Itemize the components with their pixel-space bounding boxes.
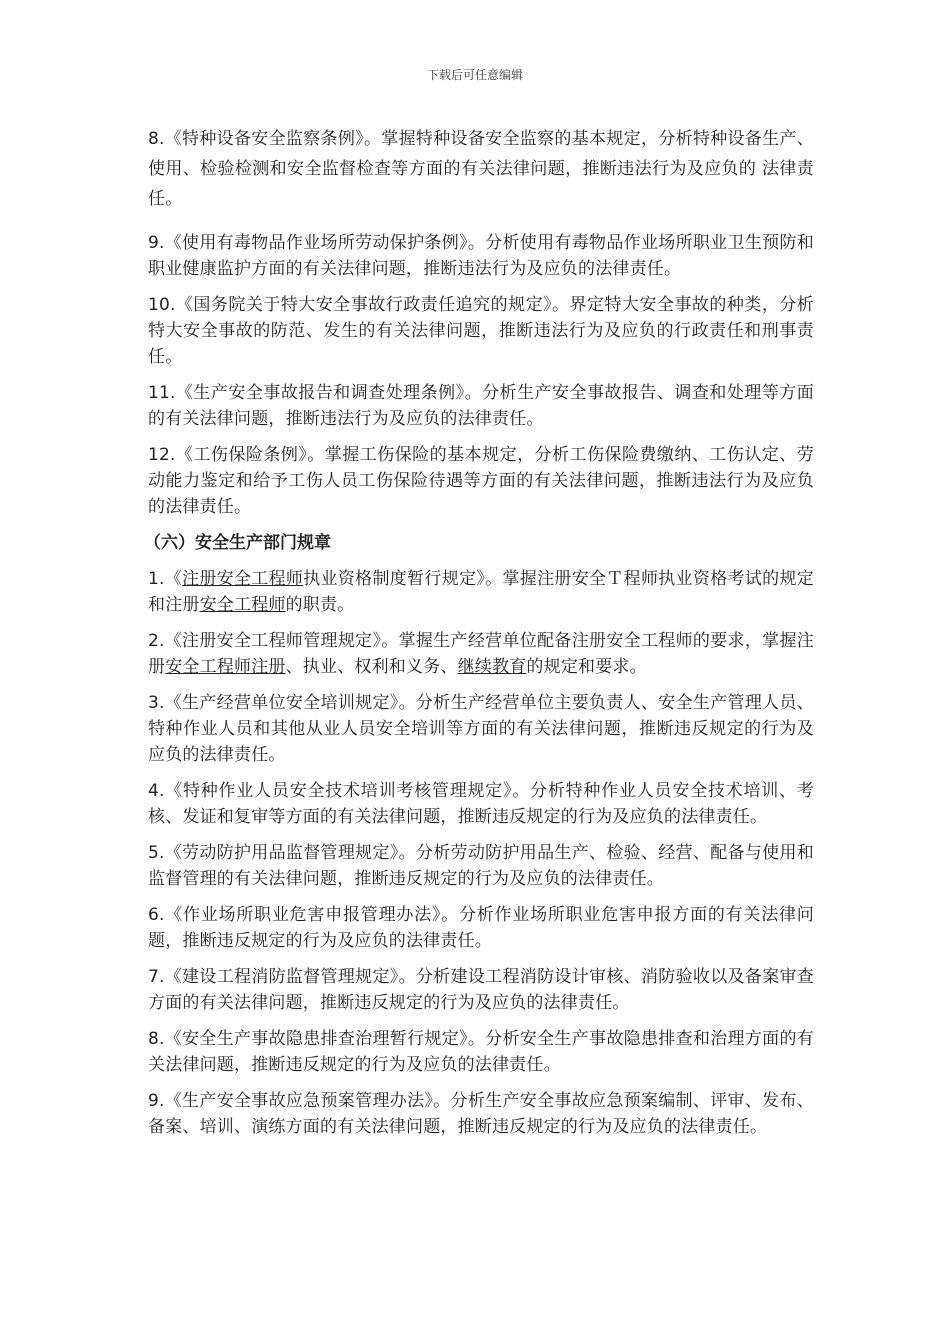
item-number: 7. [148, 967, 165, 987]
item-text: 《特种设备安全监察条例》。掌握特种设备安全监察的基本规定，分析特种设备生产、使用、检验检测和安全监督检查等方面的有关法律问题，推断违法行为及应负的 法律责任。 [148, 129, 814, 209]
item-text-end: 的规定和要求。 [526, 657, 647, 677]
item-number: 6. [148, 905, 165, 925]
item-text: 《生产安全事故报告和调查处理条例》。分析生产安全事故报告、调查和处理等方面的有关法律问题，推断违法行为及应负的法律责任。 [148, 383, 814, 429]
item-text-open: 《 [164, 569, 183, 589]
page-header-note: 下载后可任意编辑 [426, 68, 523, 82]
paragraph-rule-3 [148, 690, 814, 768]
item-number: 11. [148, 383, 176, 403]
item-text: 《工伤保险条例》。掌握工伤保险的基本规定，分析工伤保险费缴纳、工伤认定、劳动能力鉴定和给予工伤人员工伤保险待遇等方面的有关法律问题，推断违法行为及应负的法律责任。 [148, 445, 814, 517]
link-registered-safety-engineer[interactable]: 注册安全工程师 [182, 569, 304, 589]
paragraph-rule-8 [148, 1026, 814, 1078]
paragraph-item-10 [148, 292, 814, 370]
item-number: 9. [148, 233, 165, 253]
item-text: 《生产经营单位安全培训规定》。分析生产经营单位主要负责人、安全生产管理人员、特种作业人员和其他从业人员安全培训等方面的有关法律问题，推断违反规定的行为及应负的法律责任。 [148, 693, 814, 765]
paragraph-rule-4 [148, 778, 814, 830]
item-text-end: 的职责。 [285, 595, 355, 615]
item-text: 《建设工程消防监督管理规定》。分析建设工程消防设计审核、消防验收以及备案审查方面的有关法律问题，推断违反规定的行为及应负的法律责任。 [148, 967, 814, 1013]
paragraph-rule-2 [148, 628, 814, 680]
paragraph-rule-7 [148, 964, 814, 1016]
paragraph-item-8 [148, 124, 814, 214]
paragraph-rule-1 [148, 566, 814, 618]
paragraph-rule-6 [148, 902, 814, 954]
item-text-start: 《注册安全工程师管理规定》。掌握生产经营单位配备注册安全工程师的要求，掌握注册 [148, 631, 814, 677]
item-number: 2. [148, 631, 165, 651]
item-number: 10. [148, 295, 176, 315]
item-text: 《特种作业人员安全技术培训考核管理规定》。分析特种作业人员安全技术培训、考核、发证和复审等方面的有关法律问题，推断违反规定的行为及应负的法律责任。 [148, 781, 814, 827]
paragraph-item-9 [148, 230, 814, 282]
item-number: 12. [148, 445, 176, 465]
item-text-mid: 执业资格制度暂行规定》。掌握注册安全Ｔ程师执业资格考试的规定和注册 [148, 569, 815, 615]
paragraph-item-11 [148, 380, 814, 432]
paragraph-rule-5 [148, 840, 814, 892]
item-text: 《作业场所职业危害申报管理办法》。分析作业场所职业危害申报方面的有关法律问题，推断违反规定的行为及应负的法律责任。 [148, 905, 814, 951]
item-number: 9. [148, 1091, 165, 1111]
item-text: 《国务院关于特大安全事故行政责任追究的规定》。界定特大安全事故的种类，分析特大安全事故的防范、发生的有关法律问题，推断违法行为及应负的行政责任和刑事责任。 [148, 295, 814, 367]
paragraph-rule-9 [148, 1088, 814, 1140]
link-continuing-education[interactable]: 继续教育 [457, 657, 527, 677]
item-number: 8. [148, 1029, 165, 1049]
link-safety-engineer[interactable]: 安全工程师 [199, 595, 286, 615]
link-safety-engineer-registration[interactable]: 安全工程师注册 [165, 657, 286, 677]
item-text: 《劳动防护用品监督管理规定》。分析劳动防护用品生产、检验、经营、配备与使用和监督管理的有关法律问题，推断违反规定的行为及应负的法律责任。 [148, 843, 814, 889]
item-text: 《使用有毒物品作业场所劳动保护条例》。分析使用有毒物品作业场所职业卫生预防和职业健康监护方面的有关法律问题，推断违法行为及应负的法律责任。 [148, 233, 814, 279]
item-number: 4. [148, 781, 165, 801]
item-number: 1. [148, 569, 165, 589]
document-body [144, 124, 815, 1150]
item-number: 5. [148, 843, 165, 863]
paragraph-item-12 [148, 442, 814, 520]
section-heading: （六）安全生产部门规章 [144, 533, 331, 553]
item-text-mid: 、执业、权利和义务、 [285, 657, 458, 677]
item-number: 8. [148, 129, 165, 149]
item-text: 《生产安全事故应急预案管理办法》。分析生产安全事故应急预案编制、评审、发布、备案、培训、演练方面的有关法律问题，推断违反规定的行为及应负的法律责任。 [148, 1091, 814, 1137]
item-number: 3. [148, 693, 165, 713]
item-text: 《安全生产事故隐患排查治理暂行规定》。分析安全生产事故隐患排查和治理方面的有关法律问题，推断违反规定的行为及应负的法律责任。 [148, 1029, 814, 1075]
